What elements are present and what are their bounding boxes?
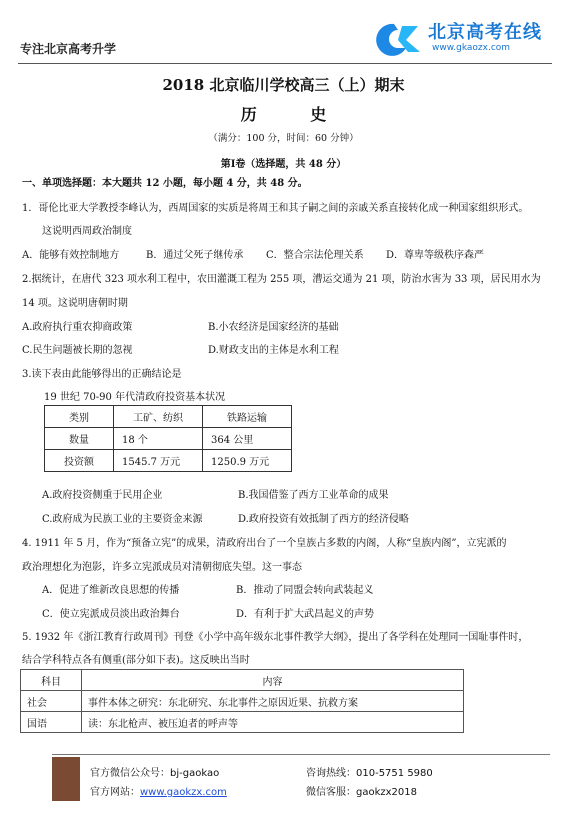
q2-stem-line2: 14 项。这说明唐朝时期	[22, 298, 128, 309]
table-row	[45, 428, 292, 450]
footer-hotline: 咨询热线：010-5751 5980	[306, 768, 433, 779]
q4-stem-line1: 4. 1911 年 5 月，作为“预备立宪”的成果，清政府出台了一个皇族占多数的内阁，人称“皇族内阁”，立宪派的	[22, 538, 507, 549]
table-row	[45, 450, 292, 472]
q4-option-b: B．推动了同盟会转向武装起义	[236, 585, 374, 596]
q3-table	[44, 405, 292, 472]
footer-site-link[interactable]: www.gaokzx.com	[140, 787, 227, 798]
footer-divider	[52, 754, 550, 755]
table-cell: 投资额	[45, 450, 114, 472]
table-cell: 数量	[45, 428, 114, 450]
footer-accent-bar	[52, 757, 80, 801]
header-tagline: 专注北京高考升学	[20, 42, 117, 56]
q4-option-a: A．促进了维新改良思想的传播	[42, 585, 180, 596]
q2-option-c: C.民生问题被长期的忽视	[22, 345, 133, 356]
table-cell: 1250.9 万元	[203, 450, 292, 472]
q5-table	[20, 669, 464, 733]
q3-option-a: A.政府投资侧重于民用企业	[42, 490, 163, 501]
q1-stem-line2: 这说明西周政治制度	[42, 226, 132, 237]
subject-title: 历 史	[240, 105, 351, 124]
q3-option-d: D.政府投资有效抵制了西方的经济侵略	[238, 514, 409, 525]
table-cell: 1545.7 万元	[114, 450, 203, 472]
table-header-cell: 类别	[45, 406, 114, 428]
q3-option-c: C.政府成为民族工业的主要资金来源	[42, 514, 203, 525]
q5-stem-line2: 结合学科特点各有侧重(部分如下表)。这反映出当时	[22, 655, 250, 666]
footer-site	[90, 783, 227, 798]
header-divider	[18, 63, 552, 64]
q1-option-c: C．整合宗法伦理关系	[266, 250, 364, 261]
score-note: （满分：100 分，时间：60 分钟）	[208, 133, 359, 144]
q4-option-d: D．有利于扩大武昌起义的声势	[236, 609, 375, 620]
table-row	[21, 712, 464, 733]
table-cell: 事件本体之研究：东北研究、东北事件之原因近果、抗救方案	[82, 691, 464, 712]
table-header-row	[21, 670, 464, 691]
footer-wechat: 官方微信公众号：bj-gaokao	[90, 768, 220, 779]
table-header-row	[45, 406, 292, 428]
table-cell: 社会	[21, 691, 82, 712]
q5-stem-line1: 5. 1932 年《浙江教育行政周刊》刊登《小学中高年级东北事件教学大纲》，提出了各学科在处理同一国耻事件时，	[22, 632, 529, 643]
table-cell: 364 公里	[203, 428, 292, 450]
q3-option-b: B.我国借鉴了西方工业革命的成果	[238, 490, 389, 501]
q3-stem: 3.读下表由此能够得出的正确结论是	[22, 369, 182, 380]
q2-option-a: A.政府执行重农抑商政策	[22, 322, 133, 333]
q4-stem-line2: 政治理想化为泡影，许多立宪派成员对清朝彻底失望。这一事态	[22, 562, 302, 573]
part-title: 第Ⅰ卷（选择题，共 48 分）	[220, 159, 347, 170]
table-row	[21, 691, 464, 712]
exam-title: 2018 北京临川学校高三（上）期末	[162, 76, 405, 94]
q1-stem-line1: 1．哥伦比亚大学教授李峰认为，西周国家的实质是将周王和其子嗣之间的亲戚关系直接转化成一种国家组织形式。	[22, 203, 529, 214]
logo-text: 北京高考在线	[428, 22, 542, 43]
table-header-cell: 工矿、纺织	[114, 406, 203, 428]
q1-option-a: A．能够有效控制地方	[22, 250, 120, 261]
table-cell: 国语	[21, 712, 82, 733]
table-header-cell: 铁路运输	[203, 406, 292, 428]
q1-option-b: B．通过父死子继传承	[146, 250, 244, 261]
q2-option-d: D.财政支出的主体是水利工程	[208, 345, 339, 356]
logo-url: www.gkaozx.com	[432, 43, 511, 53]
table-cell: 读：东北枪声、被压迫者的呼声等	[82, 712, 464, 733]
q2-stem-line1: 2.据统计，在唐代 323 项水利工程中，农田灌溉工程为 255 项，漕运交通为 21 项，防治水害为 33 项，居民用水为	[22, 274, 541, 285]
footer-service: 微信客服：gaokzx2018	[306, 787, 418, 798]
table-header-cell: 内容	[82, 670, 464, 691]
q3-table-caption: 19 世纪 70-90 年代清政府投资基本状况	[44, 392, 226, 403]
table-cell: 18 个	[114, 428, 203, 450]
q1-option-d: D．尊卑等级秩序森严	[386, 250, 485, 261]
q4-option-c: C．使立宪派成员淡出政治舞台	[42, 609, 180, 620]
footer-site-label: 官方网站：	[90, 787, 140, 798]
q2-option-b: B.小农经济是国家经济的基础	[208, 322, 339, 333]
section-title: 一、单项选择题：本大题共 12 小题，每小题 4 分，共 48 分。	[22, 178, 308, 189]
table-header-cell: 科目	[21, 670, 82, 691]
